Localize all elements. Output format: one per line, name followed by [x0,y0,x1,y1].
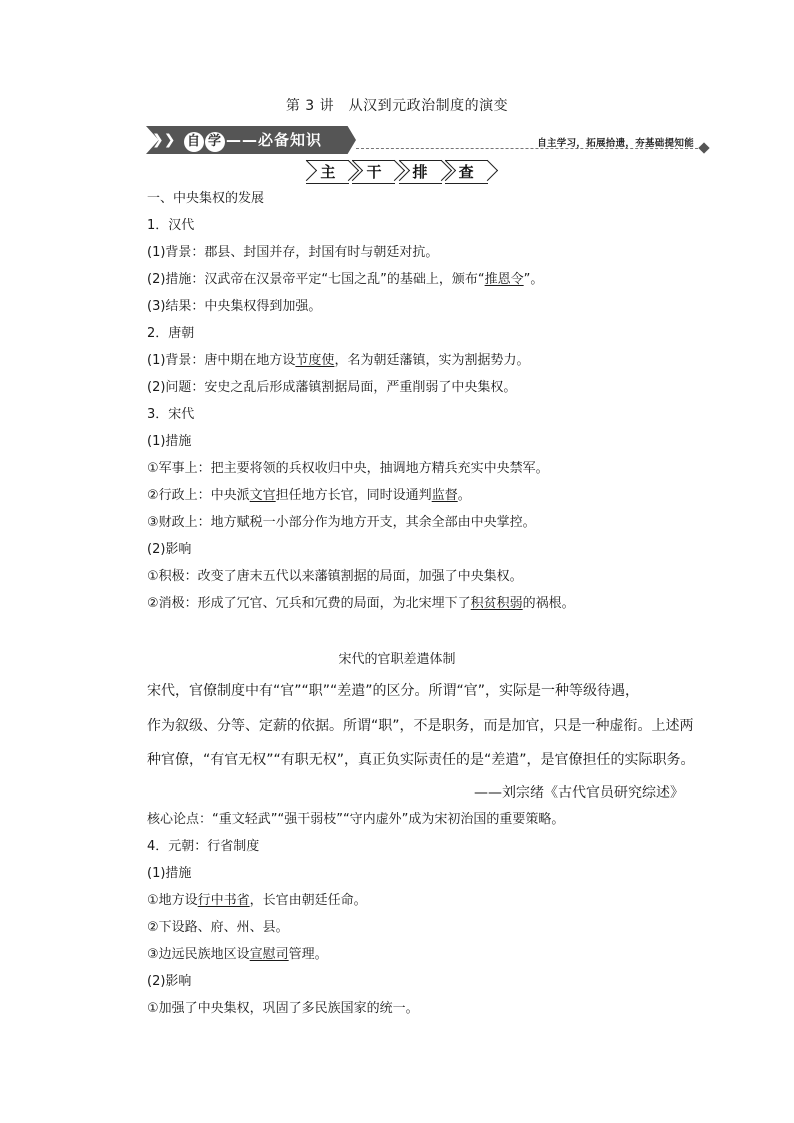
yuan-impact-heading: (2)影响 [147,974,192,989]
banner-char-2: 学 [205,132,225,152]
song-measures-heading: (1)措施 [147,434,192,449]
underlined-term: 积贫积弱 [470,596,523,611]
song-finance: ③财政上：地方赋税一小部分作为地方开支，其余全部由中央掌控。 [147,515,536,530]
tang-background: (1)背景：唐中期在地方设节度使，名为朝廷藩镇，实为割据势力。 [147,353,530,368]
underlined-term: 宣慰司 [249,947,289,962]
yuan-measure-1: ①地方设行中书省，长官由朝廷任命。 [147,893,367,908]
diamond-icon [698,142,709,153]
tag-4: 查 [445,160,488,184]
banner-subtitle: 自主学习，拓展拾遗，夯基础提知能 [537,138,694,149]
song-administration: ②行政上：中央派文官担任地方长官，同时设通判监督。 [147,488,471,503]
heading-han: 1．汉代 [147,218,195,233]
material-paragraph-3: 种官僚，“有官无权”“有职无权”，真正负实际责任的是“差遣”，是官僚担任的实际职务。 [147,752,695,768]
song-military: ①军事上：把主要将领的兵权收归中央，抽调地方精兵充实中央禁军。 [147,461,549,476]
material-paragraph-2: 作为叙级、分等、定薪的依据。所谓“职”，不是职务，而是加官，只是一种虚衔。上述两 [147,718,694,734]
material-title: 宋代的官职差遣体制 [338,652,456,667]
tag-1: 主 [306,160,349,184]
tang-problem: (2)问题：安史之乱后形成藩镇割据局面，严重削弱了中央集权。 [147,380,517,395]
underlined-term: 推恩令 [484,272,524,287]
underlined-term: 行中书省 [197,893,250,908]
heading-tang: 2．唐朝 [147,326,195,341]
lesson-title: 第 3 讲 从汉到元政治制度的演变 [285,98,509,114]
material-paragraph-1: 宋代，官僚制度中有“官”“职”“差遣”的区分。所谓“官”，实际是一种等级待遇， [147,683,640,699]
tag-2: 干 [352,160,395,184]
yuan-measure-2: ②下设路、府、州、县。 [147,920,289,935]
han-background: (1)背景：郡县、封国并存，封国有时与朝廷对抗。 [147,245,439,260]
section-banner [146,126,708,154]
underlined-term: 节度使 [295,353,335,368]
underlined-term: 文官 [249,488,276,503]
heading-song: 3．宋代 [147,407,195,422]
heading-central-power: 一、中央集权的发展 [147,191,265,206]
underlined-term: 监督 [431,488,458,503]
material-citation: ——刘宗绪《古代官员研究综述》 [474,785,684,801]
tag-row [0,160,794,184]
banner-dash-text: ——必备知识 [226,131,323,149]
banner-char-1: 自 [184,132,204,152]
yuan-measures-heading: (1)措施 [147,866,192,881]
han-measures: (2)措施：汉武帝在汉景帝平定“七国之乱”的基础上，颁布“推恩令”。 [147,272,544,287]
banner-heading [184,126,322,154]
core-argument: 核心论点：“重文轻武”“强干弱枝”“守内虚外”成为宋初治国的重要策略。 [147,812,565,827]
song-impact-heading: (2)影响 [147,542,192,557]
han-result: (3)结果：中央集权得到加强。 [147,299,322,314]
double-chevron-icon: ❯❯ [152,132,176,148]
song-positive: ①积极：改变了唐末五代以来藩镇割据的局面，加强了中央集权。 [147,569,523,584]
yuan-impact-1: ①加强了中央集权，巩固了多民族国家的统一。 [147,1001,419,1016]
heading-yuan: 4．元朝：行省制度 [147,839,260,854]
yuan-measure-3: ③边远民族地区设宣慰司管理。 [147,947,328,962]
tag-3: 排 [399,160,442,184]
song-negative: ②消极：形成了冗官、冗兵和冗费的局面，为北宋埋下了积贫积弱的祸根。 [147,596,575,611]
